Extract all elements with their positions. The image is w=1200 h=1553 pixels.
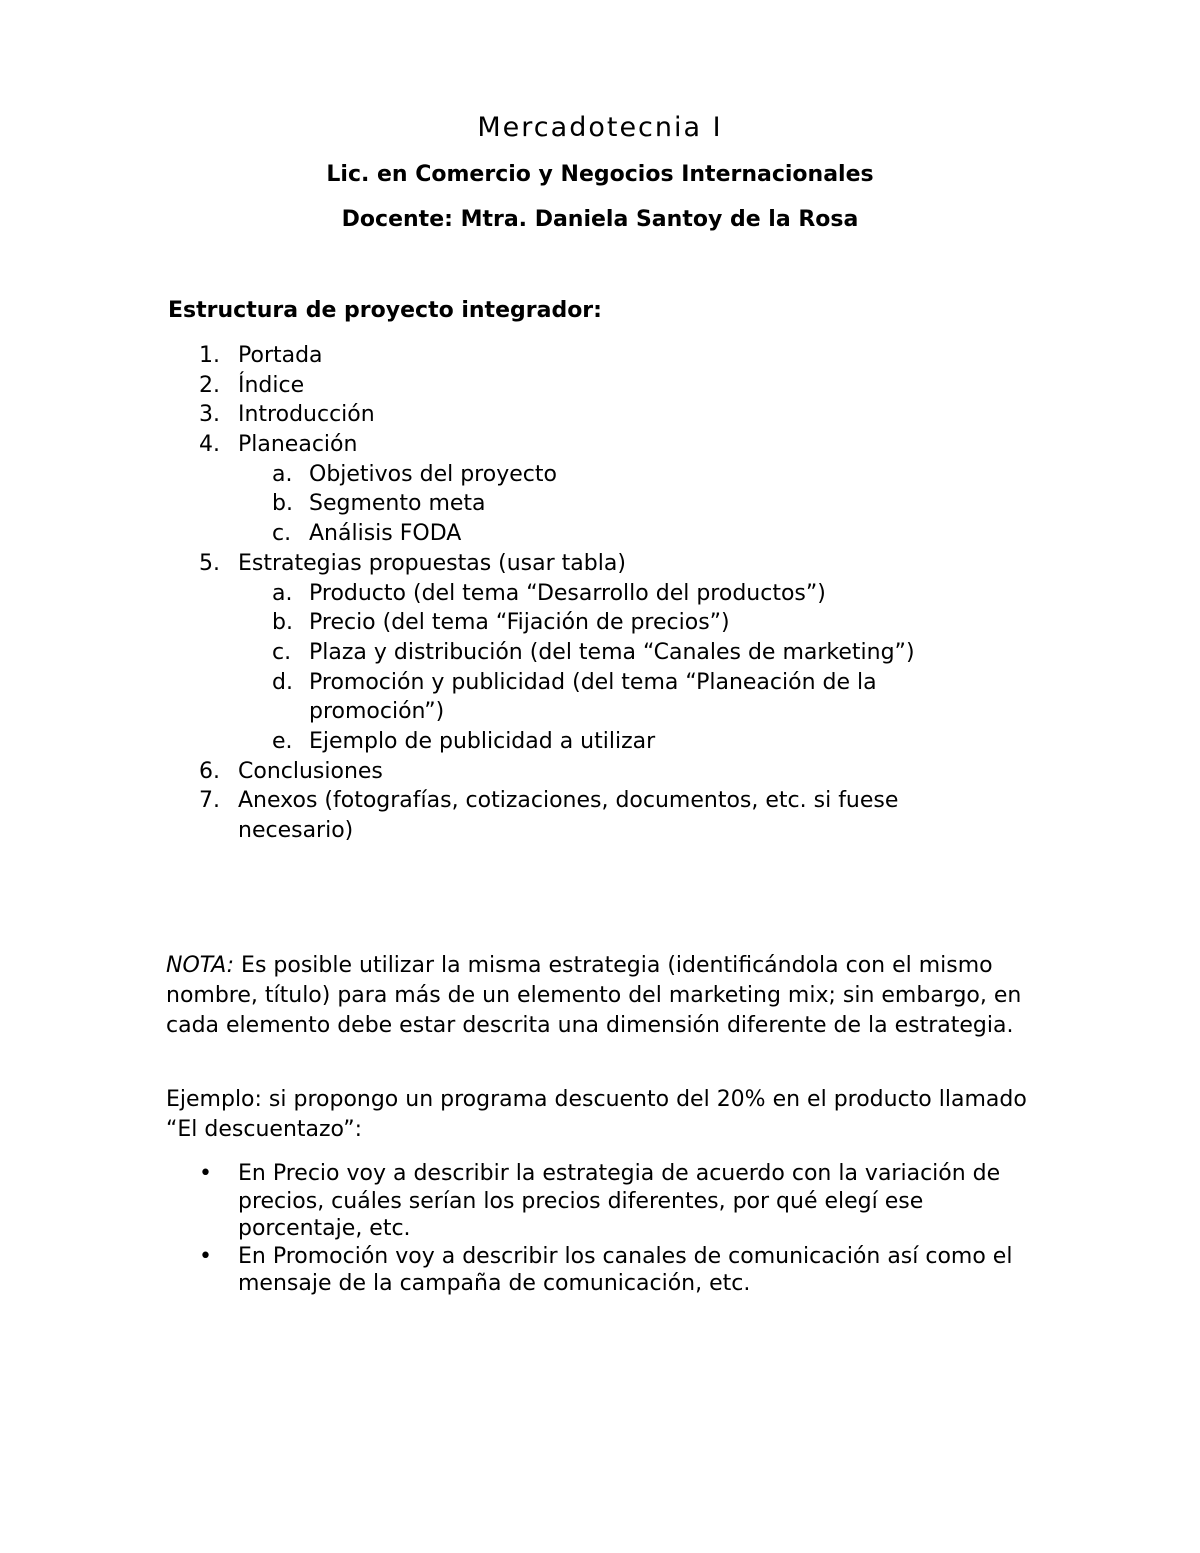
- sub-list-item: [0, 638, 1200, 668]
- sub-list-item: [0, 489, 1200, 519]
- sub-list-item: [0, 460, 1200, 490]
- list-item-text: Introducción: [238, 402, 375, 428]
- note-text: Es posible utilizar la misma estrategia (identificándola con el mismo nombre, título) para más de un elemento del marketing mix; sin embargo, en cada elemento debe estar descrita una dimensión diferente de la estrategia.: [166, 953, 1022, 1038]
- list-item-number: 4.: [199, 432, 220, 458]
- list-item: [0, 430, 1200, 460]
- sub-list-item: [0, 579, 1200, 609]
- example-paragraph: Ejemplo: si propongo un programa descuento del 20% en el producto llamado “El descuentazo”:: [166, 1087, 1027, 1142]
- note-paragraph: [166, 951, 1046, 1041]
- sub-list-item-letter: c.: [272, 521, 292, 547]
- list-item-continuation: [0, 816, 1200, 846]
- sub-list-item: [0, 608, 1200, 638]
- bullet-item: [0, 1160, 1200, 1243]
- sub-list-item: [0, 727, 1200, 757]
- sub-list-item: [0, 668, 1200, 698]
- list-item: [0, 371, 1200, 401]
- list-item: [0, 757, 1200, 787]
- sub-list-item-letter: c.: [272, 639, 292, 665]
- bullet-item: [0, 1243, 1200, 1298]
- sub-list-item-text: Segmento meta: [309, 491, 486, 517]
- list-item-text: Anexos (fotografías, cotizaciones, documentos, etc. si fuese: [238, 788, 899, 814]
- list-item-number: 3.: [199, 402, 220, 428]
- list-item-text: necesario): [238, 818, 354, 843]
- list-item-text: Índice: [238, 372, 305, 398]
- list-item-text: Planeación: [238, 432, 358, 458]
- note-label: NOTA:: [166, 953, 235, 978]
- teacher-name: Docente: Mtra. Daniela Santoy de la Rosa: [341, 207, 859, 232]
- sub-list-item-text: promoción”): [309, 699, 445, 725]
- sub-list-item-letter: a.: [272, 580, 293, 606]
- list-item-number: 6.: [199, 758, 220, 784]
- document-title: Mercadotecnia I: [477, 112, 723, 143]
- sub-list-item-text: Producto (del tema “Desarrollo del productos”): [309, 580, 826, 606]
- sub-list-item-text: Precio (del tema “Fijación de precios”): [309, 610, 730, 636]
- list-item: [0, 341, 1200, 371]
- sub-list-item-continuation: [0, 697, 1200, 727]
- sub-list-item-text: Análisis FODA: [309, 521, 462, 547]
- sub-list-item-letter: b.: [272, 491, 293, 517]
- list-item-number: 2.: [199, 372, 220, 398]
- list-item-text: Conclusiones: [238, 758, 383, 784]
- structure-heading: Estructura de proyecto integrador:: [168, 298, 602, 323]
- sub-list-item-letter: b.: [272, 610, 293, 636]
- structure-list: [0, 341, 1200, 846]
- sub-list-item: [0, 519, 1200, 549]
- sub-list-item-letter: e.: [272, 728, 293, 754]
- program-name: Lic. en Comercio y Negocios Internacionales: [326, 162, 874, 187]
- list-item: [0, 786, 1200, 816]
- list-item: [0, 400, 1200, 430]
- list-item: [0, 549, 1200, 579]
- sub-list-item-letter: a.: [272, 461, 293, 487]
- list-item-text: Estrategias propuestas (usar tabla): [238, 550, 626, 576]
- bullet-text: En Precio voy a describir la estrategia de acuerdo con la variación de precios, cuáles serían los precios diferentes, por qué elegí ese porcentaje, etc.: [238, 1161, 1001, 1241]
- sub-list-item-text: Ejemplo de publicidad a utilizar: [309, 728, 656, 754]
- list-item-number: 5.: [199, 550, 220, 576]
- sub-list-item-text: Objetivos del proyecto: [309, 461, 557, 487]
- list-item-text: Portada: [238, 343, 323, 368]
- list-item-number: 1.: [199, 343, 220, 368]
- bullet-icon: •: [199, 1243, 212, 1269]
- sub-list-item-text: Promoción y publicidad (del tema “Planeación de la: [309, 669, 877, 695]
- bullet-text: En Promoción voy a describir los canales de comunicación así como el mensaje de la campaña de comunicación, etc.: [238, 1243, 1013, 1296]
- list-item-number: 7.: [199, 788, 220, 814]
- bullet-icon: •: [199, 1161, 212, 1186]
- sub-list-item-text: Plaza y distribución (del tema “Canales de marketing”): [309, 639, 915, 665]
- example-bullet-list: [0, 1160, 1200, 1298]
- sub-list-item-letter: d.: [272, 669, 293, 695]
